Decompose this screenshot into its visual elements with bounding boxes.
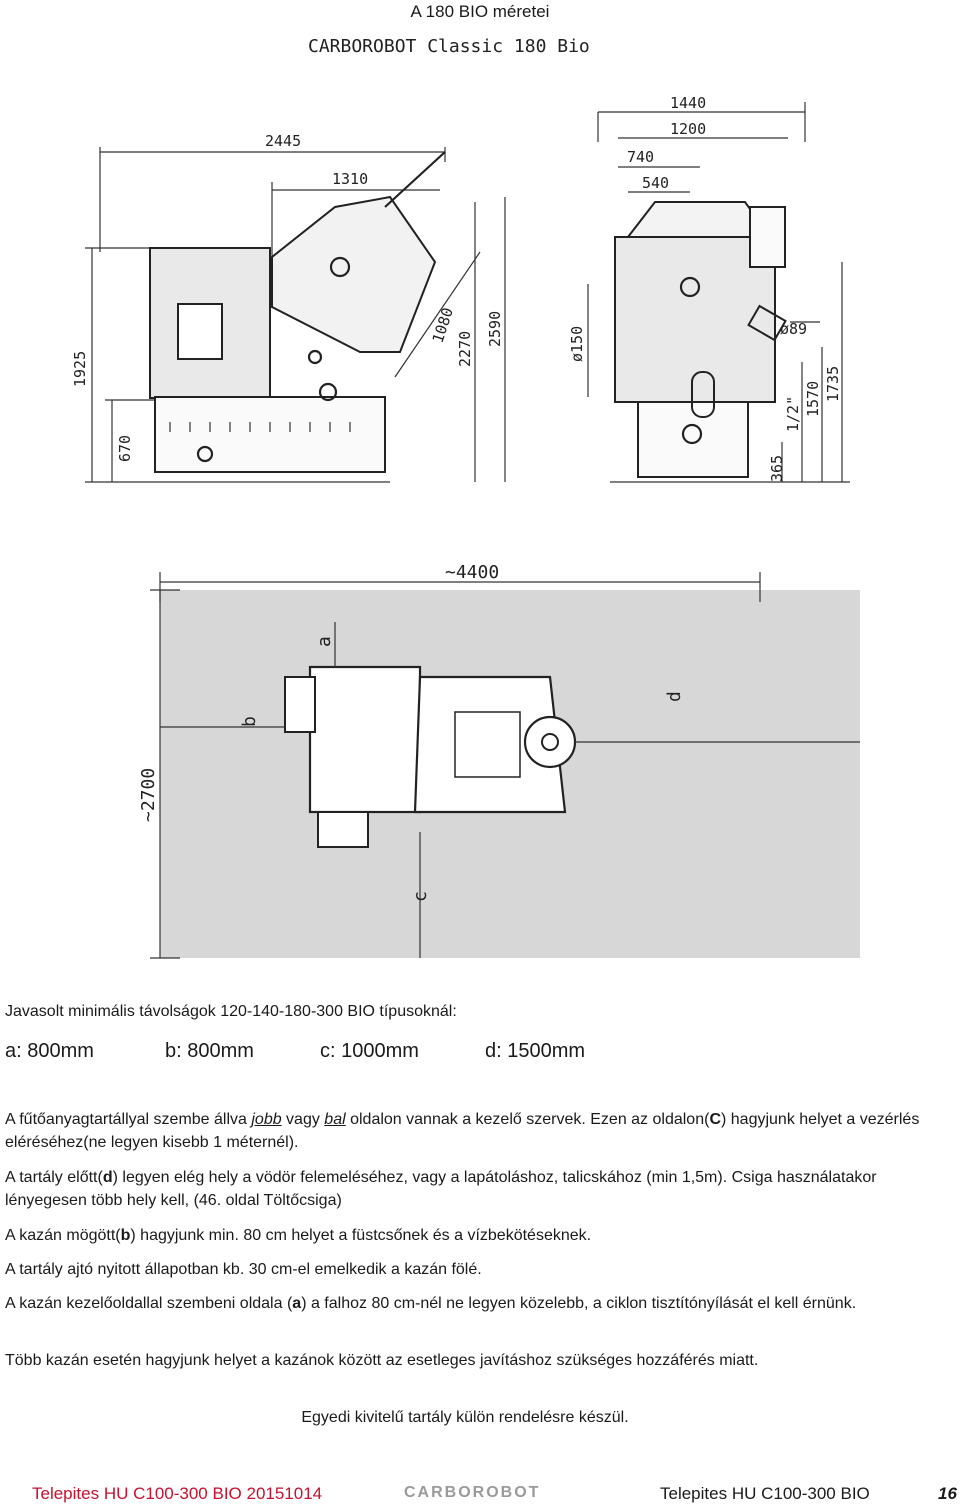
dim-1200: 1200 — [670, 120, 707, 138]
dim-1735: 1735 — [824, 365, 842, 402]
dim-365: 365 — [768, 454, 786, 482]
label-d: d — [664, 691, 685, 702]
model-label: CARBOROBOT Classic 180 Bio — [308, 36, 590, 57]
footer-doc-title: Telepites HU C100-300 BIO — [660, 1484, 870, 1503]
dim-4400: ~4400 — [445, 562, 500, 583]
paragraph-custom-tank: Egyedi kivitelű tartály külön rendelésre készül. — [301, 1409, 629, 1426]
dim-1925: 1925 — [71, 350, 89, 387]
dim-540: 540 — [642, 174, 670, 192]
distance-c: c: 1000mm — [320, 1040, 419, 1062]
dim-740: 740 — [627, 148, 655, 166]
side-view — [71, 132, 505, 482]
dim-150: ø150 — [568, 325, 586, 362]
label-a: a — [314, 636, 335, 647]
distance-d: d: 1500mm — [485, 1040, 586, 1062]
dim-670: 670 — [116, 434, 134, 462]
dim-1570: 1570 — [804, 380, 822, 417]
paragraph-door: A tartály ajtó nyitott állapotban kb. 30 cm-el emelkedik a kazán fölé. — [5, 1261, 482, 1278]
dim-2590: 2590 — [486, 310, 504, 347]
paragraph-front-space: A tartály előtt(d) legyen elég hely a vödör felemeléséhez, vagy a lapátoláshoz, talicskához (min 1,5m). Csiga használatakor lényegesen több hely kell, (46. oldal Töltőcsiga) — [5, 1169, 877, 1209]
footer-logo: CARBOROBOT — [404, 1484, 541, 1501]
paragraph-operating-side: A fűtőanyagtartállyal szembe állva jobb vagy bal oldalon vannak a kezelő szervek. Ezen az oldalon(C) hagyjunk helyet a vezérlés eléréséhez(ne legyen kisebb 1 méternél). — [5, 1111, 920, 1151]
dim-2270: 2270 — [456, 330, 474, 367]
paragraph-wall-distance: A kazán kezelőoldallal szembeni oldala (a) a falhoz 80 cm-nél ne legyen közelebb, a ciklon tisztítónyílását el kell érnünk. — [5, 1295, 857, 1312]
distance-a: a: 800mm — [5, 1040, 94, 1062]
dim-1440: 1440 — [670, 94, 707, 112]
footer-doc-id: Telepites HU C100-300 BIO 20151014 — [32, 1484, 323, 1503]
technical-drawing — [60, 22, 870, 980]
dim-1080: 1080 — [428, 305, 457, 346]
dim-2445: 2445 — [265, 132, 302, 150]
front-view — [568, 94, 850, 482]
distance-b: b: 800mm — [165, 1040, 254, 1062]
distances-row — [5, 1040, 585, 1063]
intro-text: Javasolt minimális távolságok 120-140-180-300 BIO típusoknál: — [5, 1003, 457, 1020]
dim-1310: 1310 — [332, 170, 369, 188]
label-c: c — [410, 891, 431, 902]
plan-view — [138, 562, 860, 958]
page-number: 16 — [938, 1484, 957, 1503]
page-footer — [0, 1484, 960, 1508]
dim-2700: ~2700 — [138, 767, 159, 822]
paragraph-multiple-boilers: Több kazán esetén hagyjunk helyet a kazánok között az esetleges javításhoz szükséges hozzáférés miatt. — [5, 1352, 759, 1369]
page-title: A 180 BIO méretei — [410, 2, 550, 21]
paragraph-back-space: A kazán mögött(b) hagyjunk min. 80 cm helyet a füstcsőnek és a vízbekötéseknek. — [5, 1227, 592, 1244]
label-b: b — [239, 716, 260, 727]
dim-1-2: 1/2" — [784, 395, 802, 432]
dim-89: ø89 — [780, 320, 808, 338]
